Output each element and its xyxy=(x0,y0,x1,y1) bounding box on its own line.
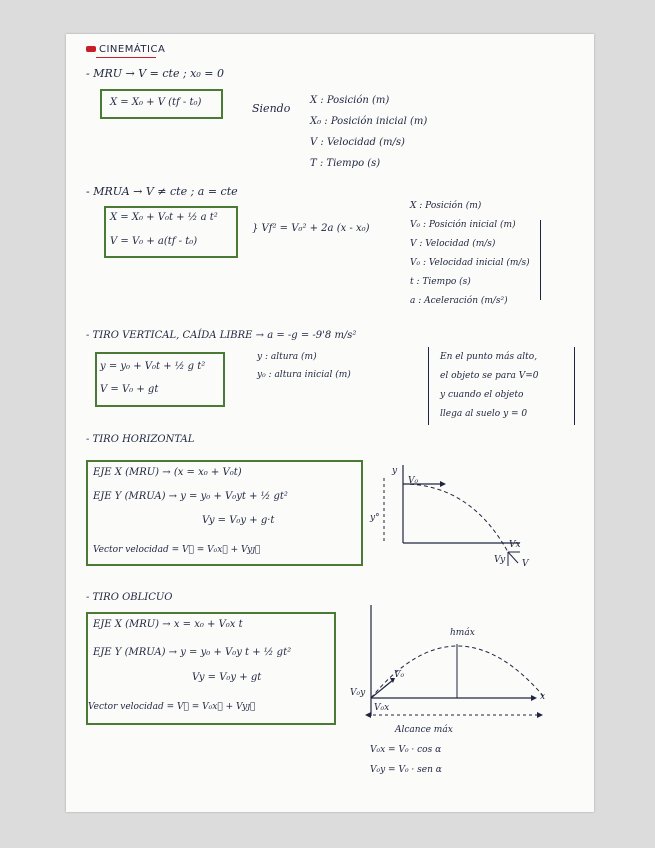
th-label-vx: Vx xyxy=(509,540,521,550)
to-label-hmax: hmáx xyxy=(450,628,475,638)
tiro-vertical-note: y cuando el objeto xyxy=(440,390,524,400)
tiro-horizontal-heading: - TIRO HORIZONTAL xyxy=(86,434,195,445)
tiro-vertical-note: En el punto más alto, xyxy=(440,352,538,362)
mru-def: X₀ : Posición inicial (m) xyxy=(310,116,428,127)
th-label-y: y xyxy=(392,466,398,476)
to-eq-2: V₀y = V₀ · sen α xyxy=(370,765,442,775)
to-label-v0y: V₀y xyxy=(350,688,366,698)
mrua-def: V₀ : Velocidad inicial (m/s) xyxy=(410,258,530,268)
to-eq-1: V₀x = V₀ · cos α xyxy=(370,745,442,755)
mrua-def: X : Posición (m) xyxy=(410,201,482,211)
tiro-vertical-formula-2: V = V₀ + gt xyxy=(100,384,159,395)
tiro-horizontal-line-1: EJE X (MRU) → (x = x₀ + V₀t) xyxy=(93,467,242,478)
header-marker xyxy=(86,46,96,52)
mrua-defs-bracket xyxy=(536,220,541,300)
tiro-oblicuo-line-1: EJE X (MRU) → x = x₀ + V₀x t xyxy=(93,619,243,630)
page-title: CINEMÁTICA xyxy=(99,44,166,55)
th-label-vy: Vy xyxy=(494,555,506,565)
tiro-vertical-heading: - TIRO VERTICAL, CAÍDA LIBRE → a = -g = -9'8 m/s² xyxy=(86,330,357,341)
to-label-x: x xyxy=(540,692,546,702)
to-label-v0: V₀ xyxy=(394,670,405,680)
mrua-side-formula: } Vf² = V₀² + 2a (x - x₀) xyxy=(252,223,370,234)
mru-def: T : Tiempo (s) xyxy=(310,158,381,169)
mrua-heading: - MRUA → V ≠ cte ; a = cte xyxy=(86,185,238,198)
mru-def: X : Posición (m) xyxy=(310,95,390,106)
tiro-oblicuo-diagram xyxy=(355,600,555,740)
mrua-def: t : Tiempo (s) xyxy=(410,277,471,287)
th-label-h: y° xyxy=(370,513,380,523)
mrua-formula-1: X = X₀ + V₀t + ½ a t² xyxy=(110,212,218,223)
tiro-vertical-note: el objeto se para V=0 xyxy=(440,371,539,381)
tiro-oblicuo-heading: - TIRO OBLICUO xyxy=(86,592,173,603)
tiro-horizontal-line-4: Vector velocidad = V⃗ = V₀x⃗ + Vyȷ⃗ xyxy=(93,545,261,555)
tiro-vertical-formula-1: y = y₀ + V₀t + ½ g t² xyxy=(100,361,206,372)
mru-formula: X = X₀ + V (tf - t₀) xyxy=(110,97,202,108)
tiro-vertical-def: y : altura (m) xyxy=(257,352,317,362)
tiro-vertical-note: llega al suelo y = 0 xyxy=(440,409,528,419)
tiro-oblicuo-line-2: EJE Y (MRUA) → y = y₀ + V₀y t + ½ gt² xyxy=(93,647,292,658)
th-label-v: V xyxy=(522,559,529,569)
mru-def: V : Velocidad (m/s) xyxy=(310,137,405,148)
tiro-oblicuo-line-3: Vy = V₀y + gt xyxy=(192,672,262,683)
mru-siendo: Siendo xyxy=(252,102,291,115)
mrua-def: V : Velocidad (m/s) xyxy=(410,239,496,249)
tiro-vertical-def: y₀ : altura inicial (m) xyxy=(257,370,351,380)
mrua-def: a : Aceleración (m/s²) xyxy=(410,296,508,306)
to-label-v0x: V₀x xyxy=(374,703,390,713)
tiro-oblicuo-line-4: Vector velocidad = V⃗ = V₀x⃗ + Vyȷ⃗ xyxy=(88,702,256,712)
mrua-formula-2: V = V₀ + a(tf - t₀) xyxy=(110,236,198,247)
mrua-def: V₀ : Posición inicial (m) xyxy=(410,220,516,230)
tiro-horizontal-line-3: Vy = V₀y + g·t xyxy=(202,515,275,526)
title-underline xyxy=(96,57,156,58)
tiro-horizontal-line-2: EJE Y (MRUA) → y = y₀ + V₀yt + ½ gt² xyxy=(93,491,288,502)
th-label-v0: V₀ xyxy=(408,476,419,486)
tiro-horizontal-diagram xyxy=(370,460,540,575)
to-label-range: Alcance máx xyxy=(395,725,453,735)
mru-heading: - MRU → V = cte ; x₀ = 0 xyxy=(86,67,225,80)
